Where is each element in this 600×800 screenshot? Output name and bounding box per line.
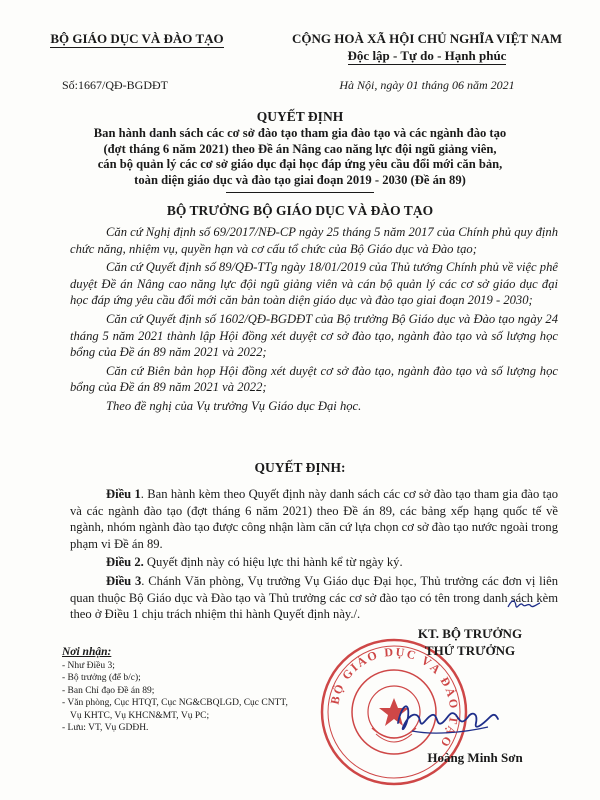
- document-subject: [40, 126, 560, 188]
- ministry-name: BỘ GIÁO DỤC VÀ ĐÀO TẠO: [50, 31, 224, 46]
- preamble-paragraph: Căn cứ Biên bản họp Hội đồng xét duyệt cơ sở đào tạo, ngành đào tạo và số lượng học bổng của Đề án 89 năm 2021 và 2022;: [70, 363, 558, 395]
- preamble-paragraph: Căn cứ Quyết định số 89/QĐ-TTg ngày 18/01/2019 của Thủ tướng Chính phủ về việc phê duyệt Đề án Nâng cao năng lực đội ngũ giảng viên và cán bộ quản lý các cơ sở giáo dục đại học đáp ứng yêu cầu đổi mới căn bản toàn diện giáo dục và đào tạo giai đoạn 2019 - 2030;: [70, 260, 558, 308]
- signature-title: KT. BỘ TRƯỞNG: [417, 626, 523, 641]
- subject-line: (đợt tháng 6 năm 2021) theo Đề án Nâng cao năng lực đội ngũ giảng viên,: [103, 141, 497, 156]
- article-3: [70, 573, 558, 623]
- preamble-paragraph: Căn cứ Nghị định số 69/2017/NĐ-CP ngày 25 tháng 5 năm 2017 của Chính phủ quy định chức năng, nhiệm vụ, quyền hạn và cơ cấu tổ chức của Bộ Giáo dục và Đào tạo;: [70, 225, 558, 256]
- article-text: . Chánh Văn phòng, Vụ trưởng Vụ Giáo dục Đại học, Thủ trưởng các đơn vị liên quan thuộc Bộ Giáo dục và Đào tạo và Thủ trưởng các cơ sở đào tạo có tên trong danh sách kèm theo ở Điều 1 chịu trách nhiệm thi hành Quyết định này./.: [70, 573, 558, 622]
- recipient-item: - Bộ trưởng (để b/c);: [62, 673, 141, 684]
- recipient-item: - Văn phòng, Cục HTQT, Cục NG&CBQLGD, Cục CNTT,: [62, 698, 288, 709]
- handwritten-signature: [392, 695, 502, 741]
- issuing-ministry: [42, 31, 232, 48]
- recipient-item: Vụ KHTC, Vụ KHCN&MT, Vụ PC;: [70, 710, 210, 721]
- article-label: Điều 3: [106, 573, 142, 588]
- signer-name: Hoàng Minh Sơn: [427, 750, 523, 765]
- article-2: [70, 554, 558, 571]
- preamble: [70, 224, 558, 417]
- initials-mark: [506, 595, 546, 613]
- articles: [70, 486, 558, 625]
- national-motto: [262, 48, 592, 65]
- document-number: Số:1667/QĐ-BGDĐT: [62, 78, 169, 92]
- article-label: Điều 2.: [106, 555, 144, 570]
- preamble-paragraph: Theo đề nghị của Vụ trưởng Vụ Giáo dục Đại học.: [106, 398, 362, 413]
- recipient-item: - Ban Chỉ đạo Đề án 89;: [62, 685, 155, 696]
- article-text: Quyết định này có hiệu lực thi hành kể từ ngày ký.: [143, 555, 403, 570]
- subject-line: Ban hành danh sách các cơ sở đào tạo tham gia đào tạo và các ngành đào tạo: [93, 126, 507, 140]
- preamble-paragraph: Căn cứ Quyết định số 1602/QĐ-BGDĐT của Bộ trưởng Bộ Giáo dục và Đào tạo ngày 24 tháng 5 năm 2021 thành lập Hội đồng xét duyệt cơ sở đào tạo, ngành đào tạo và số lượng học bổng của Đề án 89 năm 2021 và 2022;: [70, 311, 558, 360]
- subject-line: cán bộ quản lý các cơ sở giáo dục đại học đáp ứng yêu cầu đổi mới căn bản,: [97, 157, 503, 172]
- article-1: [70, 486, 558, 552]
- issuing-authority: BỘ TRƯỞNG BỘ GIÁO DỤC VÀ ĐÀO TẠO: [166, 203, 434, 218]
- recipients-heading: Nơi nhận:: [62, 646, 112, 658]
- title-divider: [226, 192, 374, 193]
- decision-heading: QUYẾT ĐỊNH:: [254, 460, 346, 475]
- recipients-list: [62, 660, 362, 734]
- article-label: Điều 1: [106, 487, 141, 501]
- recipient-item: - Lưu: VT, Vụ GDĐH.: [62, 723, 149, 734]
- article-text: . Ban hành kèm theo Quyết định này danh sách các cơ sở đào tạo tham gia đào tạo và các ngành đào tạo (đợt tháng 6 năm 2021) theo Đề án 89, các bảng xếp hạng quốc tế về ngành, nhóm ngành đào tạo được công nhận làm căn cứ lựa chọn cơ sở đào tạo nước ngoài trong phạm vi Đề án 89.: [70, 487, 558, 551]
- signature-subtitle: THỨ TRƯỞNG: [424, 643, 516, 658]
- subject-line: toàn diện giáo dục và đào tạo giai đoạn 2019 - 2030 (Đề án 89): [134, 172, 466, 187]
- motto-text: Độc lập - Tự do - Hạnh phúc: [347, 48, 507, 63]
- document-title: QUYẾT ĐỊNH: [256, 109, 344, 124]
- national-title: CỘNG HOÀ XÃ HỘI CHỦ NGHĨA VIỆT NAM: [291, 31, 563, 46]
- seal-ring-text: BỘ GIÁO DỤC VÀ ĐÀO TẠO: [327, 644, 462, 751]
- recipients: [62, 646, 362, 734]
- recipient-item: - Như Điều 3;: [62, 661, 115, 671]
- place-and-date: Hà Nội, ngày 01 tháng 06 năm 2021: [339, 78, 515, 92]
